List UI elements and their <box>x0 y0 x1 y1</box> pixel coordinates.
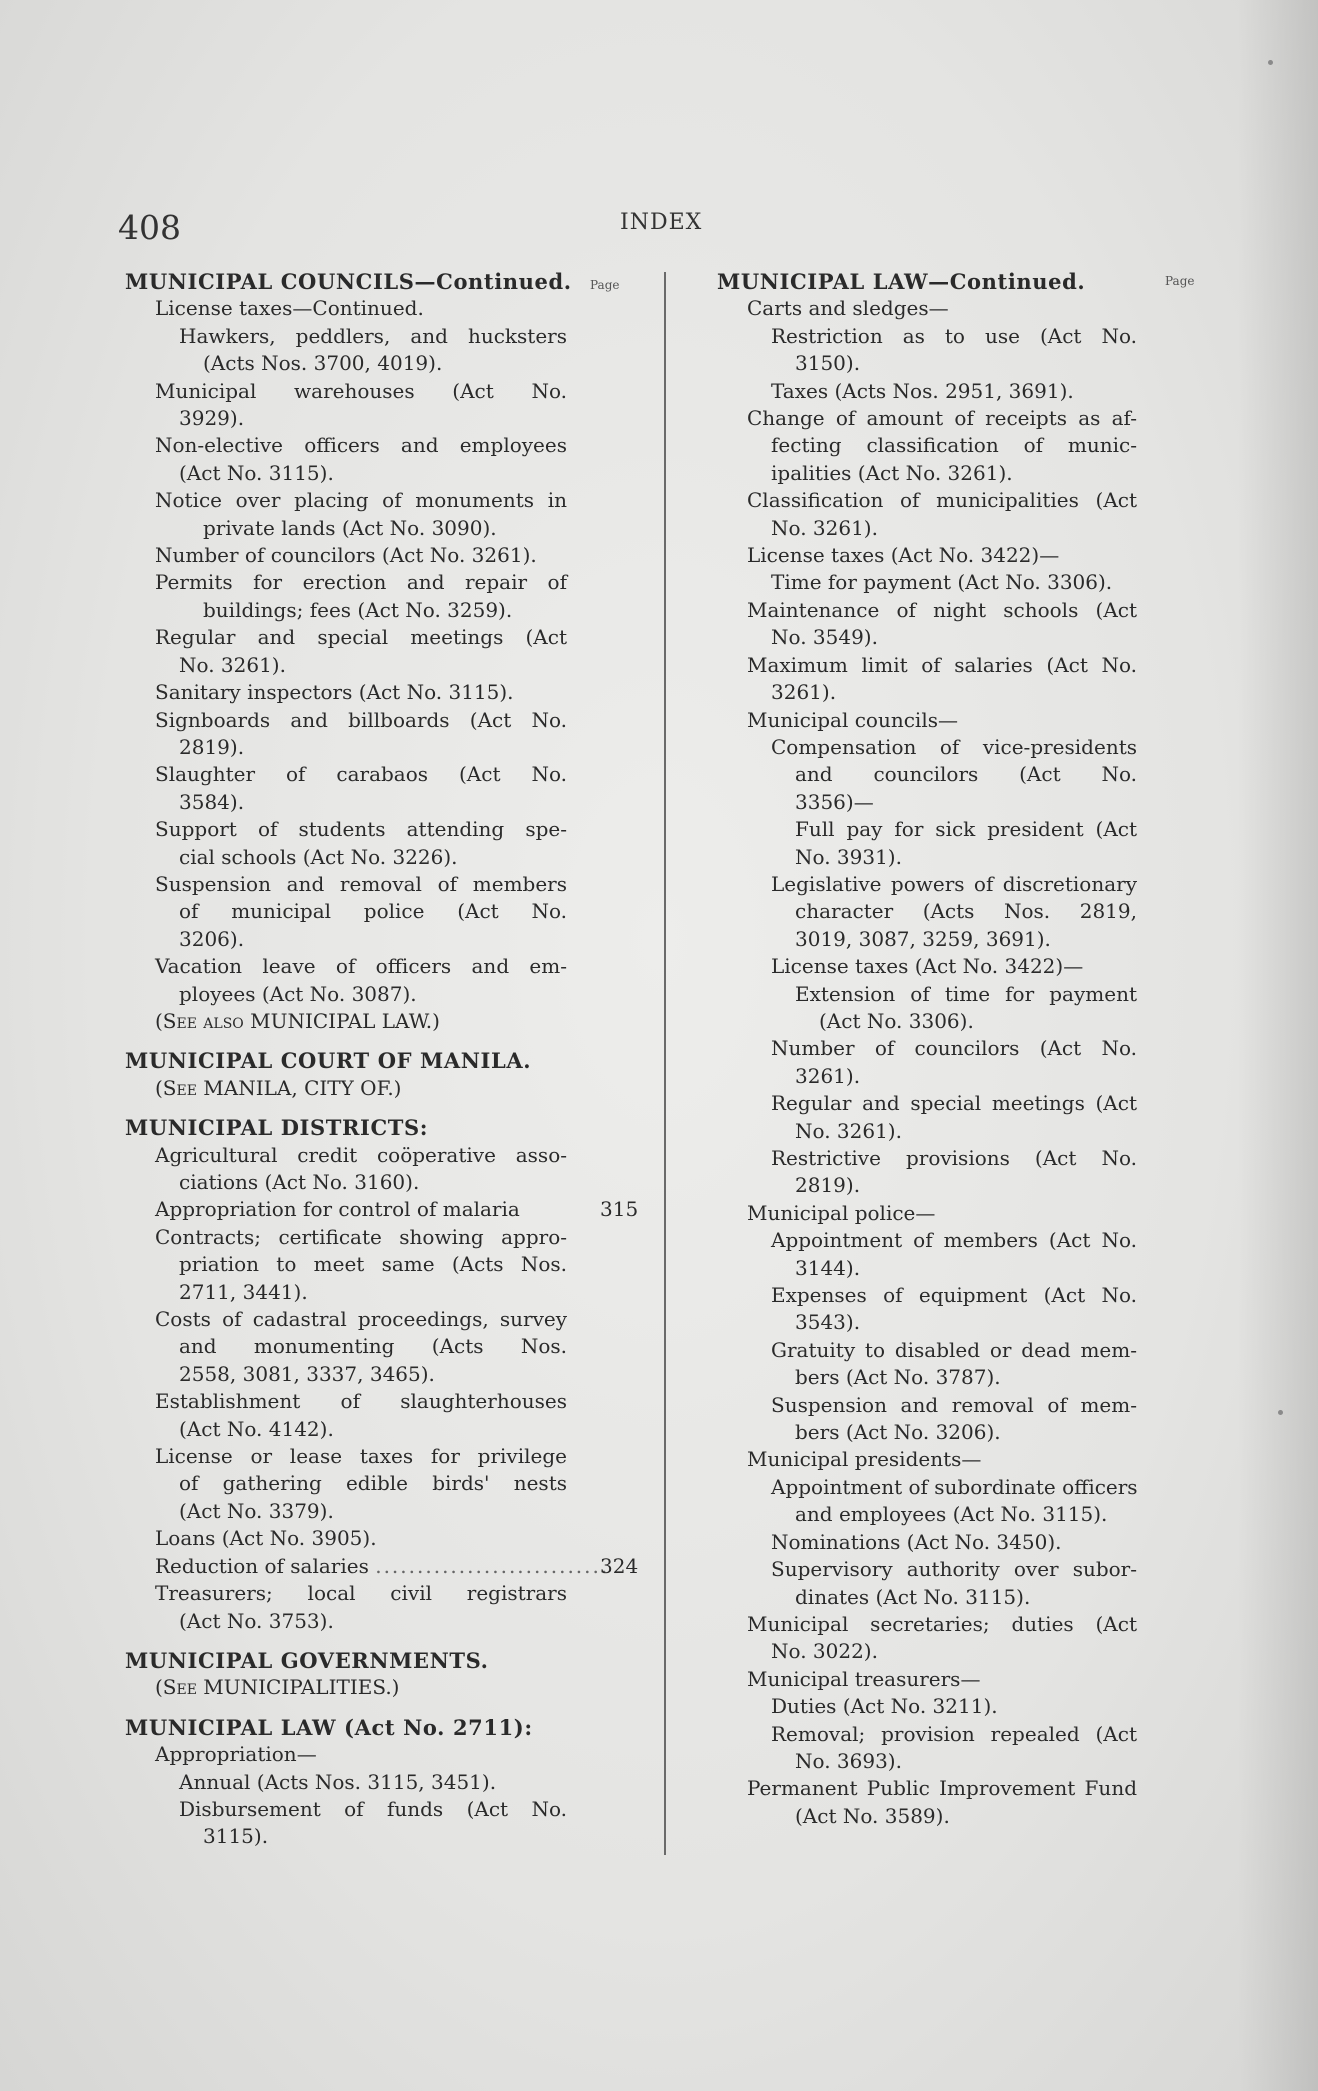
index-entry <box>717 1118 1137 1145</box>
entry-text: Signboards and billboards (Act No. <box>155 707 567 732</box>
index-entry <box>717 1556 1137 1583</box>
index-entry <box>717 1775 1137 1802</box>
index-entry <box>125 926 567 953</box>
entry-text: No. 3261). <box>179 652 286 677</box>
index-heading <box>717 268 1137 295</box>
entry-text: Nominations (Act No. 3450). <box>771 1529 1062 1554</box>
index-entry <box>125 871 567 898</box>
index-entry <box>125 569 567 596</box>
index-entry <box>125 1741 567 1768</box>
entry-text: (Act No. 4142). <box>179 1416 334 1441</box>
entry-text: Expenses of equipment (Act No. <box>771 1283 1137 1308</box>
index-entry <box>717 953 1137 980</box>
index-entry <box>125 1279 567 1306</box>
entry-text: and monumenting (Acts Nos. <box>179 1334 567 1359</box>
index-entry <box>125 1796 567 1823</box>
entry-text: 2711, 3441). <box>179 1279 308 1304</box>
index-entry <box>717 816 1137 843</box>
index-heading <box>125 1047 567 1074</box>
index-entry <box>125 898 567 925</box>
entry-text: 3115). <box>203 1824 269 1849</box>
index-entry <box>125 323 567 350</box>
entry-text: Costs of cadastral proceedings, survey <box>155 1307 567 1332</box>
entry-text: Maximum limit of salaries (Act No. <box>747 652 1137 677</box>
index-entry <box>125 707 567 734</box>
entry-text: Gratuity to disabled or dead mem- <box>771 1337 1137 1362</box>
entry-text: MUNICIPAL DISTRICTS: <box>125 1115 429 1141</box>
entry-text: 3543). <box>795 1310 861 1335</box>
page-number: 408 <box>118 208 181 247</box>
index-entry <box>717 652 1137 679</box>
index-entry <box>125 1416 567 1443</box>
index-entry <box>717 1337 1137 1364</box>
index-entry <box>125 1580 567 1607</box>
entry-text: (See MANILA, CITY OF.) <box>155 1075 402 1100</box>
index-entry <box>125 953 567 980</box>
index-entry <box>125 1075 567 1102</box>
index-entry <box>125 405 567 432</box>
entry-text: 3584). <box>179 789 245 814</box>
index-entry <box>717 1200 1137 1227</box>
index-entry <box>125 1333 567 1360</box>
entry-text: (See also MUNICIPAL LAW.) <box>155 1008 440 1033</box>
index-entry <box>125 1224 567 1251</box>
entry-text: Annual (Acts Nos. 3115, 3451). <box>179 1769 497 1794</box>
index-entry <box>125 542 567 569</box>
entry-text: cial schools (Act No. 3226). <box>179 844 458 869</box>
index-entry <box>125 844 567 871</box>
entry-text: No. 3931). <box>795 844 902 869</box>
index-entry <box>717 295 1137 322</box>
index-entry <box>717 597 1137 624</box>
index-entry <box>717 734 1137 761</box>
entry-text: Permits for erection and repair of <box>155 570 567 595</box>
index-entry <box>125 1525 567 1552</box>
entry-text: ployees (Act No. 3087). <box>179 981 417 1006</box>
index-entry <box>125 460 567 487</box>
index-entry <box>717 1282 1137 1309</box>
entry-text: 3261). <box>771 680 837 705</box>
index-entry <box>125 1443 567 1470</box>
entry-text: (Act No. 3379). <box>179 1498 334 1523</box>
index-entry <box>125 1169 567 1196</box>
entry-text: (Acts Nos. 3700, 4019). <box>203 351 443 376</box>
entry-text: MUNICIPAL COURT OF MANILA. <box>125 1048 532 1074</box>
entry-text: Notice over placing of monuments in <box>155 488 567 513</box>
entry-text: of municipal police (Act No. <box>179 899 567 924</box>
index-entry <box>125 487 567 514</box>
index-entry <box>125 981 567 1008</box>
index-entry <box>717 789 1137 816</box>
entry-text: Restriction as to use (Act No. <box>771 323 1137 348</box>
index-entry <box>125 679 567 706</box>
entry-text: ciations (Act No. 3160). <box>179 1170 420 1194</box>
entry-text: Restrictive provisions (Act No. <box>771 1146 1137 1170</box>
entry-text: Municipal councils— <box>747 707 958 732</box>
entry-text: 2819). <box>179 734 245 759</box>
entry-text: Appointment of subordinate officers <box>771 1474 1138 1499</box>
entry-text: Carts and sledges— <box>747 296 949 321</box>
index-entry <box>125 1251 567 1278</box>
entry-text: Change of amount of receipts as af- <box>747 406 1137 431</box>
entry-text: Agricultural credit coöperative asso- <box>155 1142 567 1167</box>
entry-page-number: 315 <box>600 1197 639 1222</box>
entry-text: Extension of time for payment <box>795 981 1137 1006</box>
index-entry <box>717 1638 1137 1665</box>
entry-text: and councilors (Act No. <box>795 762 1137 787</box>
entry-text: (Act No. 3306). <box>819 1008 974 1033</box>
entry-text: Suspension and removal of mem- <box>771 1392 1137 1417</box>
entry-text: No. 3022). <box>771 1639 878 1664</box>
entry-text: Non-elective officers and employees <box>155 433 567 458</box>
entry-text: Contracts; certificate showing appro- <box>155 1224 567 1249</box>
entry-text: Removal; provision repealed (Act <box>771 1721 1137 1746</box>
index-entry <box>125 1142 567 1169</box>
entry-text: (Act No. 3115). <box>179 460 334 485</box>
entry-text: 3150). <box>795 351 861 376</box>
index-entry <box>717 1392 1137 1419</box>
index-heading <box>125 1114 567 1141</box>
index-heading <box>125 1647 567 1674</box>
index-entry <box>717 679 1137 706</box>
entry-text: Full pay for sick president (Act <box>795 817 1137 842</box>
entry-text: Suspension and removal of members <box>155 871 567 896</box>
entry-text: (See MUNICIPALITIES.) <box>155 1675 400 1700</box>
entry-text: 3929). <box>179 406 245 431</box>
entry-text: character (Acts Nos. 2819, <box>795 899 1137 924</box>
index-entry <box>125 1498 567 1525</box>
entry-text: Appropriation for control of malaria <box>155 1197 520 1222</box>
entry-text: 2819). <box>795 1173 861 1198</box>
entry-text: Supervisory authority over subor- <box>771 1557 1137 1582</box>
index-entry <box>717 515 1137 542</box>
index-entry <box>717 1584 1137 1611</box>
index-entry <box>717 1255 1137 1282</box>
entry-text: Reduction of salaries <box>155 1553 369 1578</box>
entry-text: Appropriation— <box>155 1742 317 1767</box>
entry-text: Hawkers, peddlers, and hucksters <box>179 323 567 348</box>
entry-text: Appointment of members (Act No. <box>771 1228 1137 1253</box>
index-entry <box>717 761 1137 788</box>
entry-text: Treasurers; local civil registrars <box>155 1581 567 1606</box>
index-entry <box>717 323 1137 350</box>
index-entry <box>125 624 567 651</box>
entry-text: buildings; fees (Act No. 3259). <box>203 597 513 622</box>
entry-text: MUNICIPAL GOVERNMENTS. <box>125 1647 489 1673</box>
index-entry <box>125 1823 567 1850</box>
entry-text: 3261). <box>795 1063 861 1088</box>
index-entry <box>125 1674 567 1701</box>
entry-text: Support of students attending spe- <box>155 817 567 842</box>
index-entry <box>717 542 1137 569</box>
entry-text: Maintenance of night schools (Act <box>747 597 1137 622</box>
entry-text: (Act No. 3589). <box>795 1803 950 1828</box>
index-entry <box>717 1693 1137 1720</box>
index-entry <box>125 1196 639 1223</box>
left-page-column-label: Page <box>590 278 620 292</box>
index-entry <box>125 597 567 624</box>
index-entry <box>717 1309 1137 1336</box>
entry-text: Municipal warehouses (Act No. <box>155 378 567 403</box>
running-head: INDEX <box>620 210 703 235</box>
entry-text: License or lease taxes for privilege <box>155 1444 567 1469</box>
index-entry <box>717 1446 1137 1473</box>
index-entry <box>125 1470 567 1497</box>
index-entry <box>717 432 1137 459</box>
entry-text: Permanent Public Improvement Fund <box>747 1776 1137 1801</box>
page-edge-shadow <box>1238 0 1318 2091</box>
index-entry <box>125 432 567 459</box>
entry-text: ipalities (Act No. 3261). <box>771 460 1013 485</box>
entry-text: 3206). <box>179 926 245 951</box>
entry-text: No. 3261). <box>795 1118 902 1143</box>
entry-text: License taxes (Act No. 3422)— <box>747 543 1060 568</box>
index-entry <box>717 460 1137 487</box>
index-entry <box>717 1803 1137 1830</box>
index-entry <box>717 1721 1137 1748</box>
index-entry <box>125 1388 567 1415</box>
entry-text: Establishment of slaughterhouses <box>155 1389 567 1414</box>
entry-text: dinates (Act No. 3115). <box>795 1584 1031 1609</box>
entry-text: Slaughter of carabaos (Act No. <box>155 762 567 787</box>
index-entry <box>125 1008 567 1035</box>
entry-text: 2558, 3081, 3337, 3465). <box>179 1361 435 1386</box>
index-entry <box>125 652 567 679</box>
index-entry <box>717 1611 1137 1638</box>
leader-dots: ............................ <box>375 1553 610 1578</box>
index-heading <box>125 1714 567 1741</box>
entry-text: Loans (Act No. 3905). <box>155 1526 377 1551</box>
index-entry <box>717 926 1137 953</box>
index-entry <box>125 350 567 377</box>
index-entry <box>717 405 1137 432</box>
right-index-column <box>717 268 1137 1830</box>
entry-text: Disbursement of funds (Act No. <box>179 1796 567 1821</box>
index-entry <box>717 1529 1137 1556</box>
index-heading <box>125 268 572 295</box>
index-entry <box>717 624 1137 651</box>
index-entry <box>125 378 567 405</box>
index-entry <box>125 1361 567 1388</box>
entry-text: Duties (Act No. 3211). <box>771 1694 998 1719</box>
index-entry <box>717 1419 1137 1446</box>
index-entry <box>717 1090 1137 1117</box>
entry-text: MUNICIPAL LAW (Act No. 2711): <box>125 1714 533 1740</box>
index-entry <box>717 569 1137 596</box>
index-entry <box>125 734 567 761</box>
entry-text: Regular and special meetings (Act <box>155 625 567 650</box>
index-entry <box>717 1364 1137 1391</box>
column-divider <box>664 272 666 1855</box>
entry-text: Number of councilors (Act No. <box>771 1036 1137 1061</box>
entry-text: Sanitary inspectors (Act No. 3115). <box>155 680 514 705</box>
index-entry <box>717 898 1137 925</box>
entry-text: Classification of municipalities (Act <box>747 488 1137 513</box>
entry-text: 3356)— <box>795 789 874 814</box>
entry-text: Time for payment (Act No. 3306). <box>771 570 1113 595</box>
entry-text: Municipal secretaries; duties (Act <box>747 1611 1137 1636</box>
entry-text: Municipal presidents— <box>747 1447 982 1472</box>
index-entry <box>717 1501 1137 1528</box>
entry-text: Municipal police— <box>747 1200 936 1225</box>
index-entry <box>717 1172 1137 1199</box>
entry-text: No. 3549). <box>771 625 878 650</box>
entry-text: priation to meet same (Acts Nos. <box>179 1252 567 1277</box>
index-entry <box>717 1145 1137 1172</box>
entry-text: private lands (Act No. 3090). <box>203 515 497 540</box>
index-entry <box>125 789 567 816</box>
entry-page-number: 324 <box>600 1553 639 1578</box>
entry-text: License taxes—Continued. <box>155 296 424 321</box>
entry-text: of gathering edible birds' nests <box>179 1471 567 1496</box>
entry-text: 3144). <box>795 1255 861 1280</box>
index-entry <box>717 487 1137 514</box>
scan-speck <box>1268 60 1273 65</box>
index-entry <box>717 981 1137 1008</box>
index-entry <box>125 515 567 542</box>
index-entry <box>125 761 567 788</box>
index-entry <box>125 295 567 322</box>
index-entry <box>717 1666 1137 1693</box>
index-entry <box>717 871 1137 898</box>
entry-text: No. 3261). <box>771 515 878 540</box>
index-entry <box>717 1748 1137 1775</box>
index-entry <box>125 1769 567 1796</box>
entry-text: Regular and special meetings (Act <box>771 1091 1137 1116</box>
index-entry <box>717 1474 1137 1501</box>
index-entry <box>717 350 1137 377</box>
entry-text: Compensation of vice-presidents <box>771 734 1137 759</box>
entry-text: MUNICIPAL LAW—Continued. <box>717 269 1086 294</box>
entry-text: Vacation leave of officers and em- <box>155 954 567 979</box>
entry-text: License taxes (Act No. 3422)— <box>771 954 1084 979</box>
entry-text: fecting classification of munic- <box>771 433 1137 458</box>
index-entry <box>125 1553 639 1580</box>
entry-text: bers (Act No. 3787). <box>795 1365 1001 1390</box>
entry-text: MUNICIPAL COUNCILS—Continued. <box>125 269 572 294</box>
entry-text: No. 3693). <box>795 1748 902 1773</box>
index-entry <box>717 1063 1137 1090</box>
index-entry <box>717 1035 1137 1062</box>
index-entry <box>717 1227 1137 1254</box>
index-entry <box>125 816 567 843</box>
entry-text: Number of councilors (Act No. 3261). <box>155 543 537 568</box>
entry-text: Municipal treasurers— <box>747 1666 981 1691</box>
index-entry <box>125 1608 567 1635</box>
right-page-column-label: Page <box>1165 274 1195 288</box>
entry-text: Taxes (Acts Nos. 2951, 3691). <box>771 378 1074 403</box>
index-entry <box>717 707 1137 734</box>
index-entry <box>717 1008 1137 1035</box>
index-entry <box>717 378 1137 405</box>
entry-text: bers (Act No. 3206). <box>795 1420 1001 1445</box>
entry-text: (Act No. 3753). <box>179 1608 334 1633</box>
scan-speck <box>1278 1410 1283 1415</box>
index-entry <box>125 1306 567 1333</box>
entry-text: Legislative powers of discretionary <box>771 871 1137 896</box>
entry-text: and employees (Act No. 3115). <box>795 1502 1108 1527</box>
entry-text: 3019, 3087, 3259, 3691). <box>795 926 1051 951</box>
index-entry <box>717 844 1137 871</box>
